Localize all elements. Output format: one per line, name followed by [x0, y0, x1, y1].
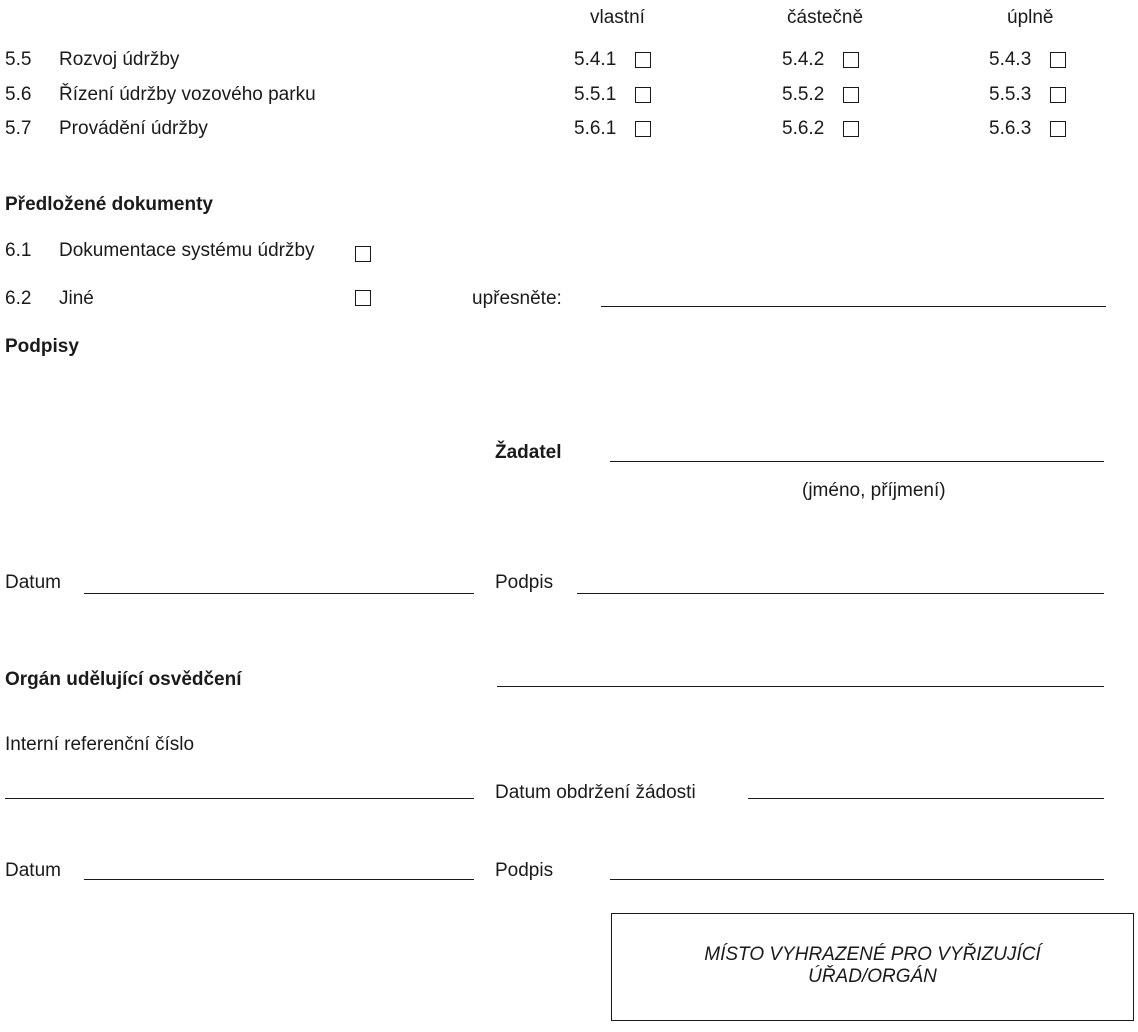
checkbox[interactable] [355, 290, 371, 306]
authority-signature-label: Podpis [495, 860, 554, 881]
checkbox[interactable] [843, 121, 859, 137]
document-number: 6.1 [5, 240, 32, 261]
option-code: 5.4.1 [574, 49, 617, 70]
name-hint: (jméno, příjmení) [802, 480, 946, 501]
specify-line[interactable] [601, 306, 1106, 307]
reserved-office-line1: MÍSTO VYHRAZENÉ PRO VYŘIZUJÍCÍ [704, 944, 1041, 965]
signature-label: Podpis [495, 572, 554, 593]
specify-label: upřesněte: [472, 288, 562, 309]
authority-signature-line[interactable] [610, 879, 1104, 880]
row-number: 5.7 [5, 118, 32, 139]
option-code: 5.4.3 [989, 49, 1032, 70]
document-label: Dokumentace systému údržby [59, 240, 315, 261]
option-code: 5.5.1 [574, 84, 617, 105]
column-header-own: vlastní [590, 7, 645, 28]
section-heading-documents: Předložené dokumenty [5, 194, 213, 215]
section-heading-authority: Orgán udělující osvědčení [5, 669, 242, 690]
option-code: 5.4.2 [782, 49, 825, 70]
option-code: 5.6.1 [574, 118, 617, 139]
column-header-partial: částečně [787, 7, 864, 28]
checkbox[interactable] [635, 121, 651, 137]
signature-line[interactable] [577, 593, 1104, 594]
authority-date-label: Datum [5, 860, 61, 881]
section-heading-signatures: Podpisy [5, 336, 79, 357]
checkbox[interactable] [1050, 87, 1066, 103]
row-label: Provádění údržby [59, 118, 208, 139]
option-code: 5.6.3 [989, 118, 1032, 139]
received-date-label: Datum obdržení žádosti [495, 782, 696, 803]
date-label: Datum [5, 572, 61, 593]
row-number: 5.5 [5, 49, 32, 70]
reserved-office-text [612, 944, 1133, 988]
document-label: Jiné [59, 288, 94, 309]
received-date-line[interactable] [748, 798, 1104, 799]
document-number: 6.2 [5, 288, 32, 309]
row-label: Řízení údržby vozového parku [59, 84, 316, 105]
row-label: Rozvoj údržby [59, 49, 180, 70]
checkbox[interactable] [1050, 121, 1066, 137]
option-code: 5.5.3 [989, 84, 1032, 105]
column-header-full: úplně [1007, 7, 1054, 28]
checkbox[interactable] [843, 52, 859, 68]
option-code: 5.6.2 [782, 118, 825, 139]
checkbox[interactable] [1050, 52, 1066, 68]
option-code: 5.5.2 [782, 84, 825, 105]
reserved-office-box [611, 913, 1134, 1021]
checkbox[interactable] [843, 87, 859, 103]
internal-ref-label: Interní referenční číslo [5, 734, 195, 755]
authority-line[interactable] [497, 686, 1104, 687]
applicant-label: Žadatel [495, 442, 562, 463]
checkbox[interactable] [635, 87, 651, 103]
reserved-office-line2: ÚŘAD/ORGÁN [808, 966, 937, 987]
internal-ref-line[interactable] [5, 798, 474, 799]
checkbox[interactable] [355, 246, 371, 262]
date-line[interactable] [84, 593, 474, 594]
applicant-name-line[interactable] [610, 461, 1104, 462]
row-number: 5.6 [5, 84, 32, 105]
checkbox[interactable] [635, 52, 651, 68]
authority-date-line[interactable] [84, 879, 474, 880]
